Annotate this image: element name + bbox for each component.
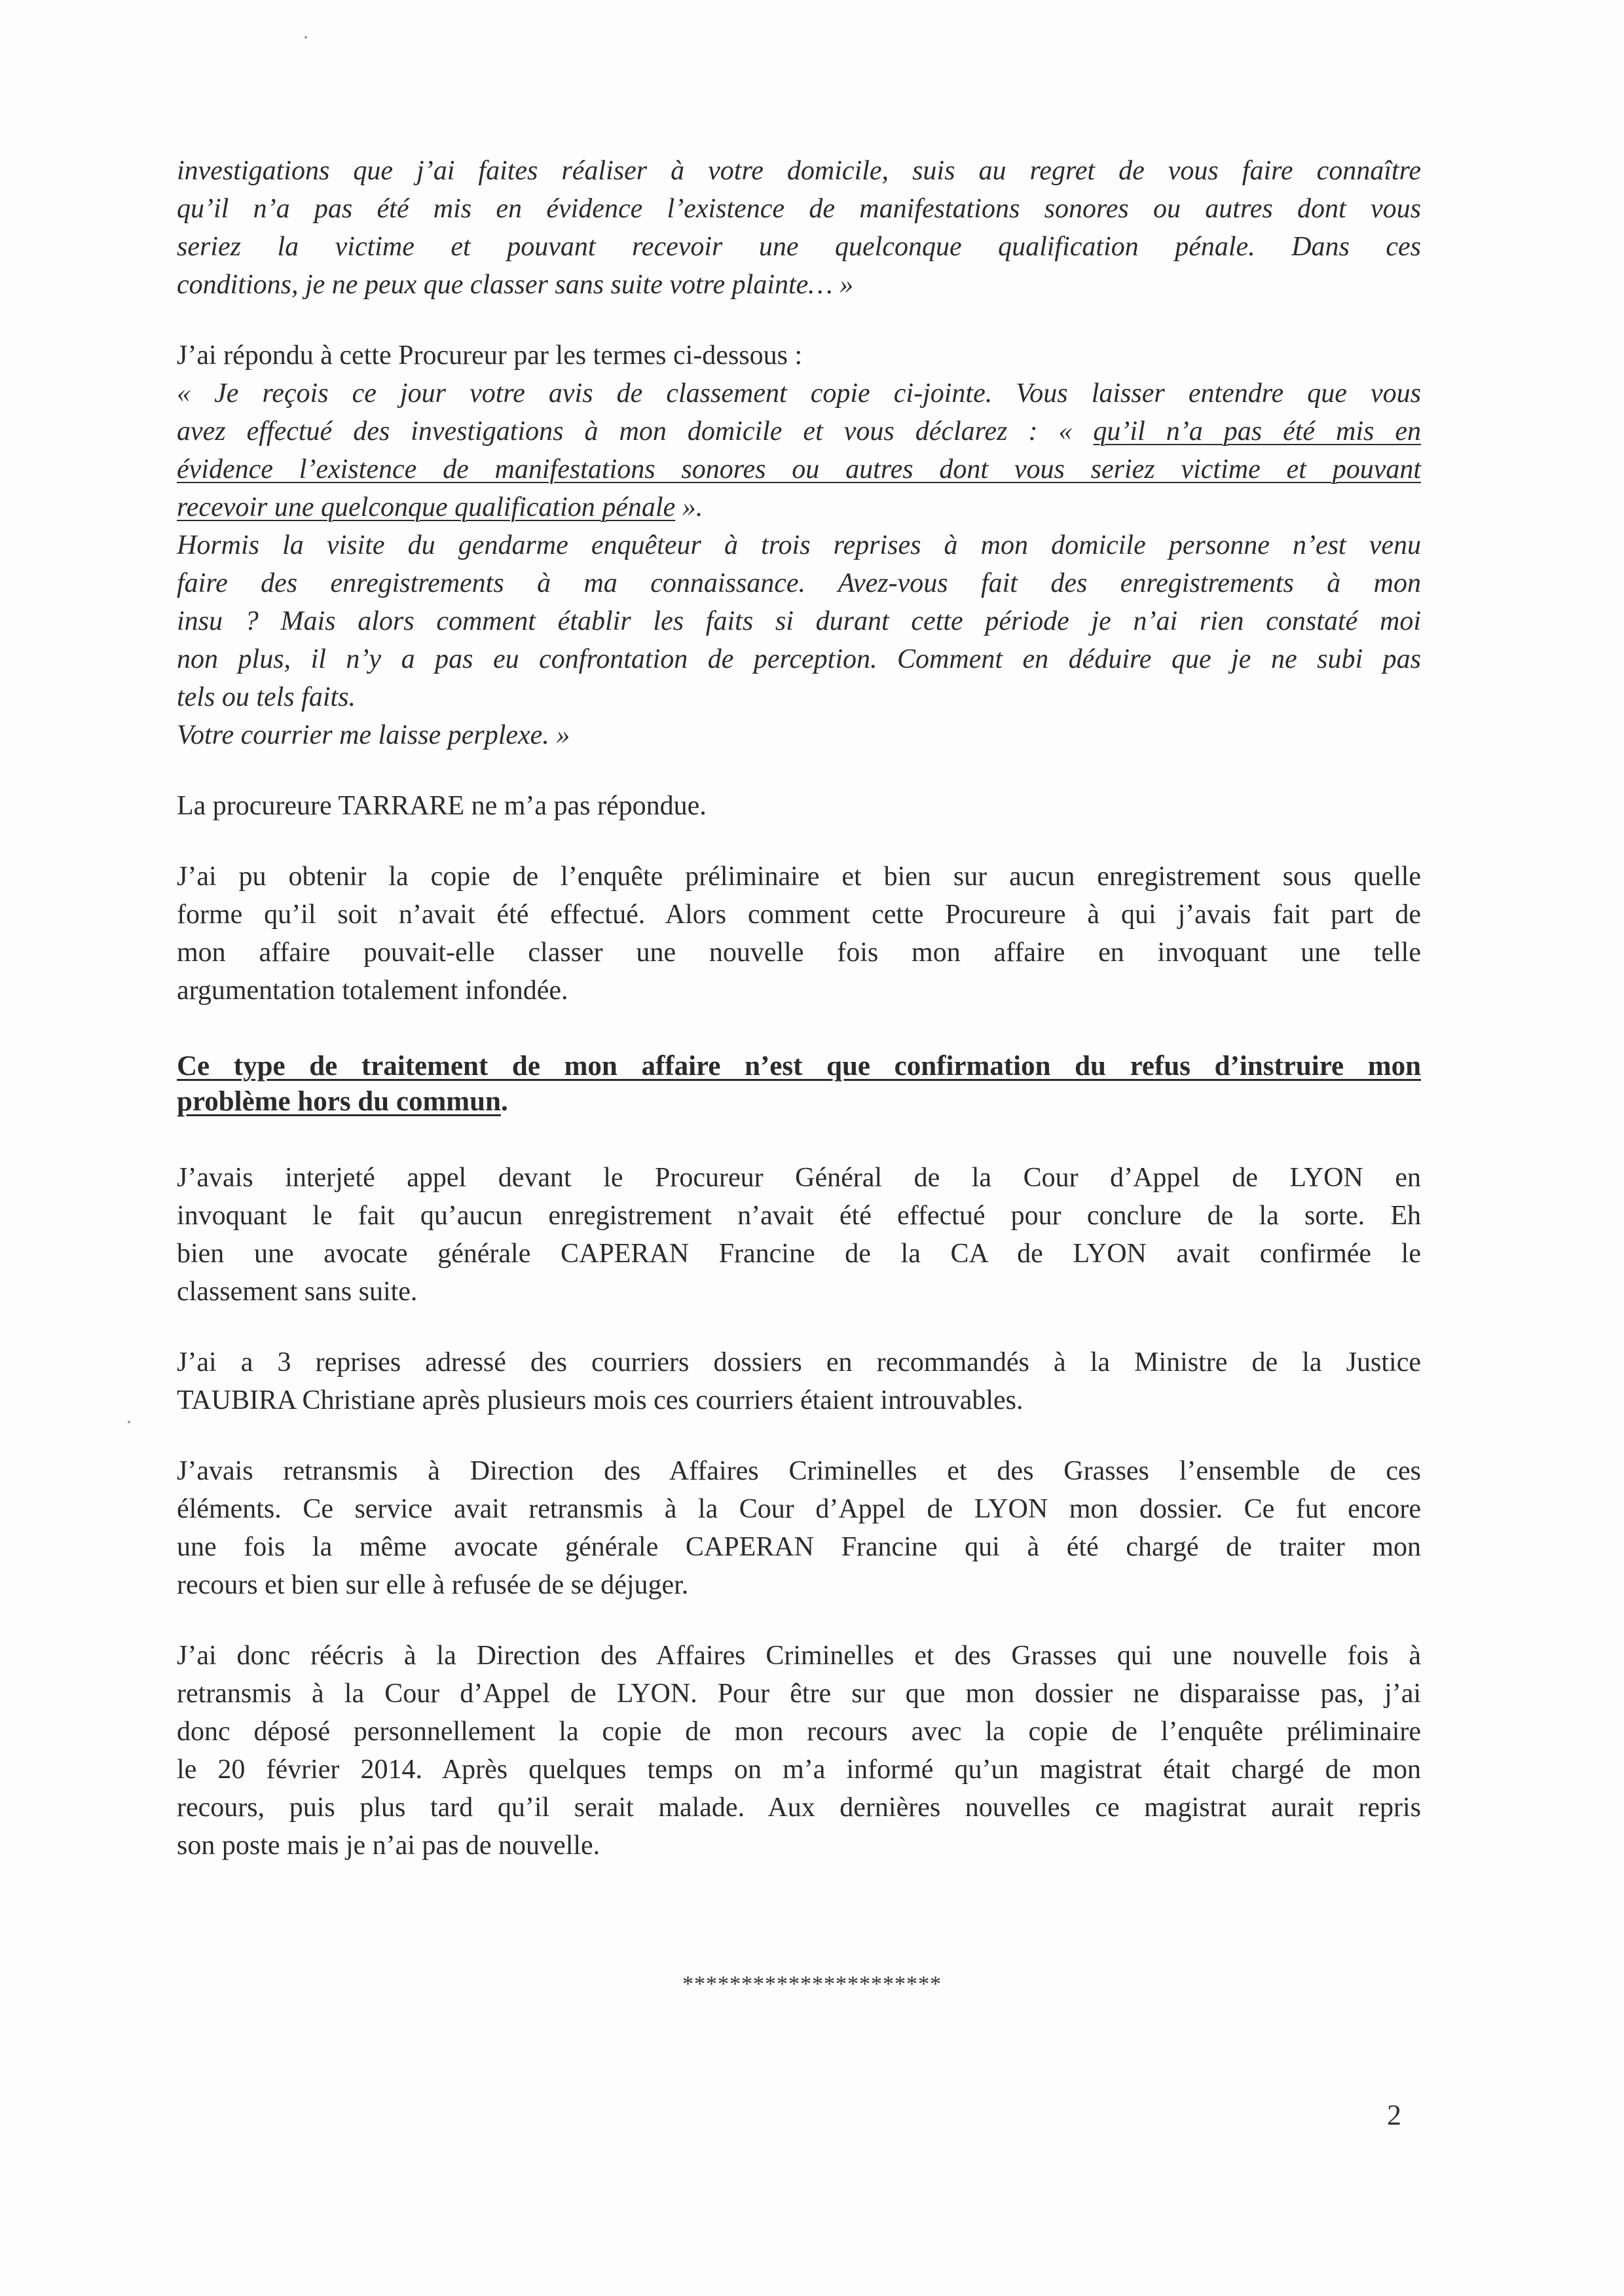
- text-line: invoquant le fait qu’aucun enregistrement n’avait été effectué pour conclure de la sorte. Eh: [177, 1201, 1421, 1231]
- text-line: J’ai pu obtenir la copie de l’enquête préliminaire et bien sur aucun enregistrement sous quelle: [177, 862, 1421, 892]
- heading-line: Ce type de traitement de mon affaire n’est que confirmation du refus d’instruire mon: [177, 1051, 1421, 1082]
- text-line: non plus, il n’y a pas eu confrontation de perception. Comment en déduire que je ne subi pas: [177, 644, 1421, 674]
- text-line: La procureure TARRARE ne m’a pas répondue.: [177, 791, 707, 821]
- text-line: Votre courrier me laisse perplexe. »: [177, 720, 570, 750]
- reecris-paragraph: [177, 1637, 1421, 1865]
- reply-quote-paragraph: [177, 374, 1421, 754]
- text-line: recours, puis plus tard qu’il serait malade. Aux dernières nouvelles ce magistrat aurait repris: [177, 1793, 1421, 1823]
- quote-end-paragraph: [177, 152, 1421, 304]
- enquete-paragraph: [177, 858, 1421, 1010]
- text-line: TAUBIRA Christiane après plusieurs mois ces courriers étaient introuvables.: [177, 1385, 1024, 1415]
- page-number: 2: [1387, 2099, 1401, 2131]
- text-line: insu ? Mais alors comment établir les faits si durant cette période je n’ai rien constaté moi: [177, 606, 1421, 636]
- text-line: classement sans suite.: [177, 1277, 418, 1307]
- text-line: seriez la victime et pouvant recevoir une quelconque qualification pénale. Dans ces: [177, 232, 1421, 262]
- direction-paragraph: [177, 1452, 1421, 1604]
- text-line: faire des enregistrements à ma connaissance. Avez-vous fait des enregistrements à mon: [177, 568, 1421, 598]
- text-fragment: ».: [675, 492, 703, 522]
- text-line: Hormis la visite du gendarme enquêteur à trois reprises à mon domicile personne n’est venu: [177, 530, 1421, 560]
- document-body: [177, 152, 1421, 1865]
- text-line: investigations que j’ai faites réaliser à votre domicile, suis au regret de vous faire connaître: [177, 156, 1421, 186]
- text-line: [177, 412, 1421, 450]
- text-line: qu’il n’a pas été mis en évidence l’existence de manifestations sonores ou autres dont vous: [177, 194, 1421, 224]
- text-line: J’ai a 3 reprises adressé des courriers dossiers en recommandés à la Ministre de la Justice: [177, 1347, 1421, 1377]
- underlined-quote: qu’il n’a pas été mis en: [1093, 416, 1421, 446]
- text-line: J’avais interjeté appel devant le Procureur Général de la Cour d’Appel de LYON en: [177, 1163, 1421, 1193]
- text-line: [177, 488, 1421, 526]
- text-line: donc déposé personnellement la copie de mon recours avec la copie de l’enquête préliminaire: [177, 1717, 1421, 1747]
- text-fragment: avez effectué des investigations à mon domicile et vous déclarez : «: [177, 416, 1094, 446]
- text-line: forme qu’il soit n’avait été effectué. Alors comment cette Procureure à qui j’avais fait part de: [177, 900, 1421, 930]
- text-line: J’ai donc réécris à la Direction des Affaires Criminelles et des Grasses qui une nouvelle fois à: [177, 1641, 1421, 1671]
- underlined-quote: évidence l’existence de manifestations sonores ou autres dont vous seriez victime et pouvant: [177, 454, 1421, 484]
- section-separator: **********************: [682, 1972, 942, 1996]
- text-line: une fois la même avocate générale CAPERAN Francine qui à été chargé de traiter mon: [177, 1532, 1421, 1562]
- text-line: conditions, je ne peux que classer sans suite votre plainte… »: [177, 270, 854, 300]
- text-line: retransmis à la Cour d’Appel de LYON. Pour être sur que mon dossier ne disparaisse pas, j’ai: [177, 1679, 1421, 1709]
- section-heading: [177, 1049, 1421, 1120]
- text-line: éléments. Ce service avait retransmis à la Cour d’Appel de LYON mon dossier. Ce fut encore: [177, 1494, 1421, 1524]
- text-line: son poste mais je n’ai pas de nouvelle.: [177, 1831, 600, 1861]
- text-line: mon affaire pouvait-elle classer une nouvelle fois mon affaire en invoquant une telle: [177, 938, 1421, 968]
- heading-line: problème hors du commun.: [177, 1086, 508, 1117]
- reply-intro-paragraph: [177, 337, 1421, 374]
- underlined-quote: recevoir une quelconque qualification pénale: [177, 492, 676, 522]
- text-line: « Je reçois ce jour votre avis de classement copie ci-jointe. Vous laisser entendre que vous: [177, 378, 1421, 409]
- ministre-paragraph: [177, 1343, 1421, 1419]
- text-line: le 20 février 2014. Après quelques temps on m’a informé qu’un magistrat était chargé de mon: [177, 1755, 1421, 1785]
- appel-paragraph: [177, 1159, 1421, 1311]
- text-line: argumentation totalement infondée.: [177, 975, 568, 1006]
- text-line: tels ou tels faits.: [177, 682, 356, 712]
- text-line: bien une avocate générale CAPERAN Francine de la CA de LYON avait confirmée le: [177, 1239, 1421, 1269]
- text-line: [177, 450, 1421, 488]
- tarrare-paragraph: [177, 787, 1421, 825]
- text-line: recours et bien sur elle à refusée de se déjuger.: [177, 1570, 689, 1600]
- text-line: J’ai répondu à cette Procureur par les termes ci-dessous :: [177, 340, 803, 371]
- heading-trailing-period: .: [500, 1086, 508, 1117]
- scan-speck: [304, 36, 307, 39]
- scan-speck: [128, 1421, 130, 1423]
- text-line: J’avais retransmis à Direction des Affaires Criminelles et des Grasses l’ensemble de ces: [177, 1456, 1421, 1486]
